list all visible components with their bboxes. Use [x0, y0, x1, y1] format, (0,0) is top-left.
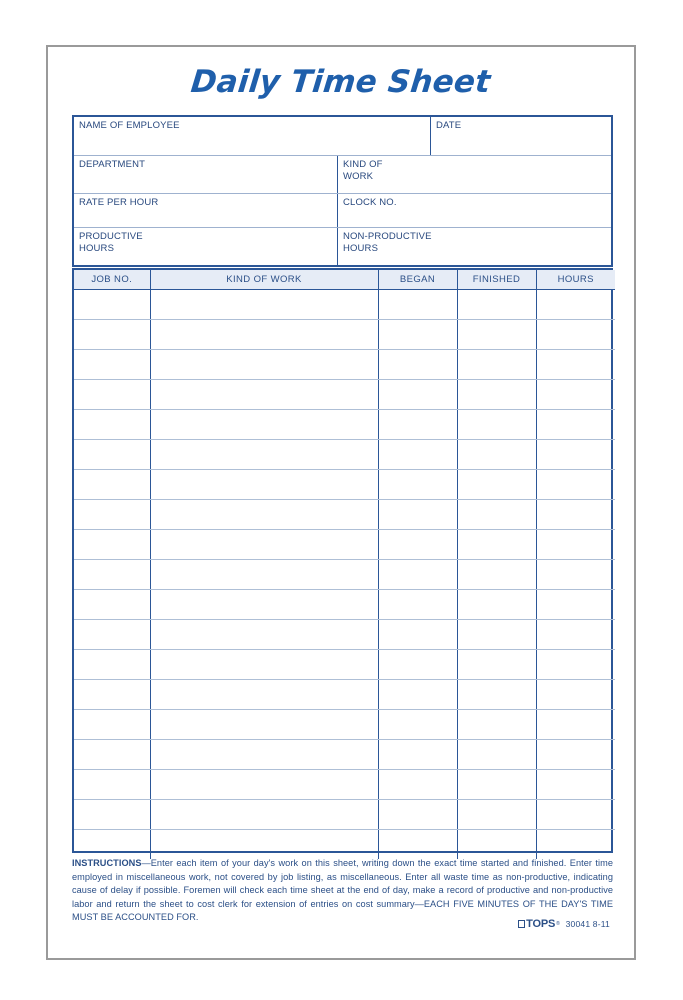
- cell-kind-of-work[interactable]: [150, 620, 378, 650]
- cell-kind-of-work[interactable]: [150, 410, 378, 440]
- form-code: 30041 8-11: [565, 919, 610, 929]
- field-label-clock-no: CLOCK NO.: [343, 197, 397, 208]
- table-row: [74, 650, 615, 680]
- cell-job-no[interactable]: [74, 620, 150, 650]
- field-rate-per-hour[interactable]: [74, 194, 338, 227]
- cell-finished[interactable]: [457, 500, 536, 530]
- header-row-productive-hours: [74, 228, 611, 265]
- cell-began[interactable]: [378, 440, 457, 470]
- cell-began[interactable]: [378, 830, 457, 860]
- instructions-heading: INSTRUCTIONS: [72, 858, 142, 868]
- cell-hours[interactable]: [536, 770, 615, 800]
- cell-began[interactable]: [378, 380, 457, 410]
- job-entry-table-container: [72, 268, 613, 853]
- cell-job-no[interactable]: [74, 830, 150, 860]
- cell-job-no[interactable]: [74, 380, 150, 410]
- cell-began[interactable]: [378, 710, 457, 740]
- cell-finished[interactable]: [457, 560, 536, 590]
- cell-finished[interactable]: [457, 380, 536, 410]
- header-row-name-date: [74, 117, 611, 156]
- field-label-date: DATE: [436, 120, 462, 131]
- trademark-symbol: ®: [556, 921, 560, 927]
- cell-hours[interactable]: [536, 650, 615, 680]
- table-row: [74, 350, 615, 380]
- cell-began[interactable]: [378, 620, 457, 650]
- cell-kind-of-work[interactable]: [150, 710, 378, 740]
- cell-finished[interactable]: [457, 410, 536, 440]
- field-non-productive-hours[interactable]: [338, 228, 611, 265]
- field-label-productive-line2: HOURS: [79, 242, 115, 254]
- cell-hours[interactable]: [536, 410, 615, 440]
- tops-brand-text: TOPS: [526, 918, 556, 930]
- cell-finished[interactable]: [457, 710, 536, 740]
- instructions-body: —Enter each item of your day's work on this sheet, writing down the exact time started and finished. Enter time employed in miscellaneous work, not covered by job listing, as miscellaneous. Enter all waste time as non-productive, indicating cause of delay if possible. Foremen will check each time sheet at the end of day, make a record of productive and non-productive labor and return the sheet to cost clerk for extension of entries on cost summary—EACH FIVE MINUTES OF THE DAY'S TIME MUST BE ACCOUNTED FOR.: [72, 858, 613, 923]
- cell-job-no[interactable]: [74, 560, 150, 590]
- cell-finished[interactable]: [457, 770, 536, 800]
- cell-finished[interactable]: [457, 800, 536, 830]
- table-row: [74, 530, 615, 560]
- job-entry-table: [74, 270, 615, 859]
- cell-hours[interactable]: [536, 290, 615, 320]
- cell-kind-of-work[interactable]: [150, 650, 378, 680]
- table-row: [74, 380, 615, 410]
- field-label-non-productive-line1: NON-PRODUCTIVE: [343, 231, 432, 242]
- cell-finished[interactable]: [457, 620, 536, 650]
- cell-job-no[interactable]: [74, 290, 150, 320]
- cell-hours[interactable]: [536, 740, 615, 770]
- cell-began[interactable]: [378, 530, 457, 560]
- cell-hours[interactable]: [536, 590, 615, 620]
- tops-logo: [518, 918, 559, 930]
- cell-began[interactable]: [378, 800, 457, 830]
- field-clock-no[interactable]: [338, 194, 611, 227]
- cell-began[interactable]: [378, 770, 457, 800]
- field-date[interactable]: [431, 117, 611, 155]
- cell-finished[interactable]: [457, 350, 536, 380]
- table-row: [74, 740, 615, 770]
- column-header-kind-of-work: KIND OF WORK: [150, 270, 378, 290]
- cell-job-no[interactable]: [74, 710, 150, 740]
- table-row: [74, 620, 615, 650]
- cell-kind-of-work[interactable]: [150, 800, 378, 830]
- cell-kind-of-work[interactable]: [150, 740, 378, 770]
- cell-hours[interactable]: [536, 830, 615, 860]
- table-row: [74, 830, 615, 860]
- cell-hours[interactable]: [536, 470, 615, 500]
- cell-began[interactable]: [378, 650, 457, 680]
- field-label-productive-line1: PRODUCTIVE: [79, 231, 143, 242]
- table-row: [74, 710, 615, 740]
- job-table-header: [74, 270, 615, 290]
- field-department[interactable]: [74, 156, 338, 193]
- cell-began[interactable]: [378, 320, 457, 350]
- cell-began[interactable]: [378, 740, 457, 770]
- cell-job-no[interactable]: [74, 530, 150, 560]
- field-label-kind-of-work-line1: KIND OF: [343, 159, 383, 170]
- cell-began[interactable]: [378, 290, 457, 320]
- table-row: [74, 320, 615, 350]
- cell-hours[interactable]: [536, 380, 615, 410]
- cell-began[interactable]: [378, 590, 457, 620]
- column-header-finished: FINISHED: [457, 270, 536, 290]
- cell-finished[interactable]: [457, 740, 536, 770]
- cell-finished[interactable]: [457, 830, 536, 860]
- cell-kind-of-work[interactable]: [150, 680, 378, 710]
- table-row: [74, 590, 615, 620]
- field-label-rate-per-hour: RATE PER HOUR: [79, 197, 159, 208]
- cell-began[interactable]: [378, 470, 457, 500]
- cell-job-no[interactable]: [74, 320, 150, 350]
- cell-kind-of-work[interactable]: [150, 500, 378, 530]
- cell-job-no[interactable]: [74, 470, 150, 500]
- table-row: [74, 470, 615, 500]
- instructions-text: [72, 857, 613, 925]
- table-row: [74, 410, 615, 440]
- cell-hours[interactable]: [536, 800, 615, 830]
- cell-hours[interactable]: [536, 560, 615, 590]
- page-title: Daily Time Sheet: [189, 64, 493, 100]
- table-row: [74, 290, 615, 320]
- cell-kind-of-work[interactable]: [150, 830, 378, 860]
- job-table-header-row: [74, 270, 615, 290]
- employee-header-block: [72, 115, 613, 267]
- column-header-job-no: JOB NO.: [74, 270, 150, 290]
- header-row-department-kind: [74, 156, 611, 194]
- tops-square-icon: [518, 920, 525, 928]
- cell-finished[interactable]: [457, 650, 536, 680]
- cell-hours[interactable]: [536, 710, 615, 740]
- cell-hours[interactable]: [536, 440, 615, 470]
- cell-began[interactable]: [378, 500, 457, 530]
- cell-finished[interactable]: [457, 530, 536, 560]
- field-label-kind-of-work-line2: WORK: [343, 170, 374, 182]
- cell-kind-of-work[interactable]: [150, 770, 378, 800]
- cell-finished[interactable]: [457, 680, 536, 710]
- footer-brand-mark: [518, 918, 610, 930]
- cell-hours[interactable]: [536, 620, 615, 650]
- cell-job-no[interactable]: [74, 410, 150, 440]
- table-row: [74, 800, 615, 830]
- cell-job-no[interactable]: [74, 680, 150, 710]
- table-row: [74, 680, 615, 710]
- cell-job-no[interactable]: [74, 650, 150, 680]
- page-title-container: [48, 64, 634, 100]
- cell-kind-of-work[interactable]: [150, 470, 378, 500]
- cell-began[interactable]: [378, 680, 457, 710]
- cell-finished[interactable]: [457, 290, 536, 320]
- cell-finished[interactable]: [457, 470, 536, 500]
- cell-job-no[interactable]: [74, 350, 150, 380]
- field-kind-of-work[interactable]: [338, 156, 611, 193]
- cell-kind-of-work[interactable]: [150, 590, 378, 620]
- table-row: [74, 500, 615, 530]
- cell-job-no[interactable]: [74, 500, 150, 530]
- table-row: [74, 440, 615, 470]
- cell-kind-of-work[interactable]: [150, 560, 378, 590]
- cell-job-no[interactable]: [74, 770, 150, 800]
- cell-kind-of-work[interactable]: [150, 530, 378, 560]
- cell-hours[interactable]: [536, 500, 615, 530]
- cell-job-no[interactable]: [74, 590, 150, 620]
- table-row: [74, 770, 615, 800]
- column-header-hours: HOURS: [536, 270, 615, 290]
- cell-began[interactable]: [378, 350, 457, 380]
- job-table-body: [74, 290, 615, 860]
- cell-finished[interactable]: [457, 440, 536, 470]
- cell-finished[interactable]: [457, 320, 536, 350]
- field-name-of-employee[interactable]: [74, 117, 431, 155]
- cell-job-no[interactable]: [74, 440, 150, 470]
- cell-kind-of-work[interactable]: [150, 350, 378, 380]
- cell-began[interactable]: [378, 410, 457, 440]
- cell-hours[interactable]: [536, 320, 615, 350]
- field-label-name-of-employee: NAME OF EMPLOYEE: [79, 120, 180, 131]
- table-row: [74, 560, 615, 590]
- cell-kind-of-work[interactable]: [150, 320, 378, 350]
- field-label-department: DEPARTMENT: [79, 159, 146, 170]
- cell-hours[interactable]: [536, 350, 615, 380]
- header-row-rate-clock: [74, 194, 611, 228]
- cell-began[interactable]: [378, 560, 457, 590]
- field-label-non-productive-line2: HOURS: [343, 242, 379, 254]
- cell-job-no[interactable]: [74, 800, 150, 830]
- column-header-began: BEGAN: [378, 270, 457, 290]
- cell-kind-of-work[interactable]: [150, 380, 378, 410]
- cell-kind-of-work[interactable]: [150, 290, 378, 320]
- field-productive-hours[interactable]: [74, 228, 338, 265]
- cell-job-no[interactable]: [74, 740, 150, 770]
- form-sheet: [46, 45, 636, 960]
- cell-hours[interactable]: [536, 530, 615, 560]
- cell-kind-of-work[interactable]: [150, 440, 378, 470]
- cell-finished[interactable]: [457, 590, 536, 620]
- cell-hours[interactable]: [536, 680, 615, 710]
